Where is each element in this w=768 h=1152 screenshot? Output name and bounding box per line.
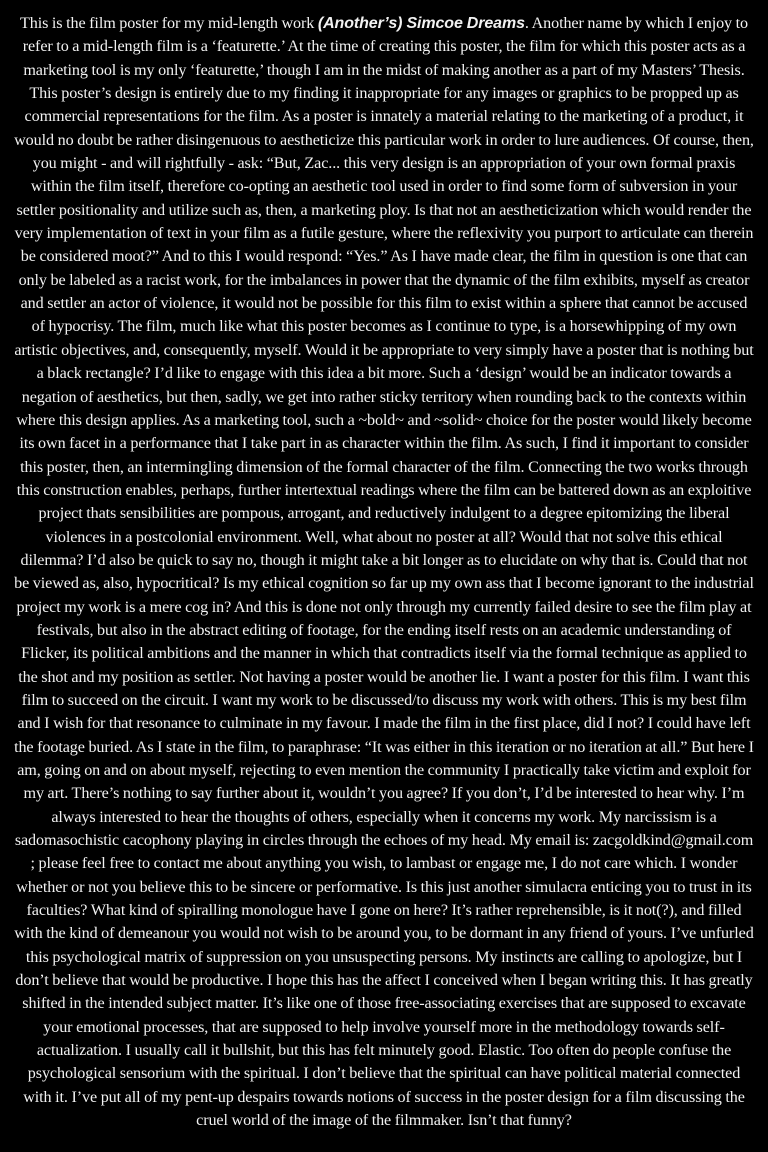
- poster-body-text: [14, 12, 754, 1133]
- poster-intro: This is the film poster for my mid-length work: [19, 15, 318, 32]
- film-title: (Another’s) Simcoe Dreams: [317, 15, 525, 32]
- poster-body: . Another name by which I enjoy to refer to a mid-length film is a ‘featurette.’ At the time of creating this poster, the film for which this poster acts as a marketing tool is my only ‘featurette,’ though I am in the midst of making another as a part of my Masters’ Thesis. This poster’s design is entirely due to my finding it inappropriate for any images or graphics to be propped up as commercial representations for the film. As a poster is innately a material relating to the marketing of a product, it would no doubt be rather disingenuous to aestheticize this particular work in order to lure audiences. Of course, then, you might - and will rightfully - ask: “But, Zac... this very design is an appropriation of your own formal praxis within the film itself, therefore co-opting an aesthetic tool used in order to find some form of subversion in your settler positionality and utilize such as, then, a marketing ploy. Is that not an aestheticization which would render the very implementation of text in your film as a futile gesture, where the reflexivity you purport to articulate can therein be considered moot?” And to this I would respond: “Yes.” As I have made clear, the film in question is one that can only be labeled as a racist work, for the imbalances in power that the dynamic of the film exhibits, myself as creator and settler an actor of violence, it would not be possible for this film to exist within a sphere that cannot be accused of hypocrisy. The film, much like what this poster becomes as I continue to type, is a horsewhipping of my own artistic objectives, and, consequently, myself. Would it be appropriate to very simply have a poster that is nothing but a black rectangle? I’d like to engage with this idea a bit more. Such a ‘design’ would be an indicator towards a negation of aesthetics, but then, sadly, we get into rather sticky territory when rounding back to the contexts within where this design applies. As a marketing tool, such a ~bold~ and ~solid~ choice for the poster would likely become its own facet in a performance that I take part in as character within the film. As such, I find it important to consider this poster, then, an intermingling dimension of the formal character of the film. Connecting the two works through this construction enables, perhaps, further intertextual readings where the film can be battered down as an exploitive project thats sensibilities are pompous, arrogant, and reductively indulgent to a degree epitomizing the liberal violences in a postcolonial environment. Well, what about no poster at all? Would that not solve this ethical dilemma? I’d also be quick to say no, though it might take a bit longer as to elucidate on why that is. Could that not be viewed as, also, hypocritical? Is my ethical cognition so far up my own ass that I become ignorant to the industrial project my work is a mere cog in? And this is done not only through my currently failed desire to see the film play at festivals, but also in the abstract editing of footage, for the ending itself rests on an academic understanding of Flicker, its political ambitions and the manner in which that contradicts itself via the formal technique as applied to the shot and my position as settler. Not having a poster would be another lie. I want a poster for this film. I want this film to succeed on the circuit. I want my work to be discussed/to discuss my work with others. This is my best film and I wish for that resonance to culminate in my favour. I made the film in the first place, did I not? I could have left the footage buried. As I state in the film, to paraphrase: “It was either in this iteration or no iteration at all.” But here I am, going on and on about myself, rejecting to even mention the community I practically take victim and exploit for my art. There’s nothing to say further about it, wouldn’t you agree? If you don’t, I’d be interested to hear why. I’m always interested to hear the thoughts of others, especially when it concerns my work. My narcissism is a sadomasochistic cacophony playing in circles through the echoes of my head. My email is: zacgoldkind@gmail.com ; please feel free to contact me about anything you wish, to lambast or engage me, I do not care which. I wonder whether or not you believe this to be sincere or performative. Is this just another simulacra enticing you to trust in its faculties? What kind of spiralling monologue have I gone on here? It’s rather reprehensible, is it not(?), and filled with the kind of demeanour you would not wish to be around you, to be dormant in any friend of yours. I’ve unfurled this psychological matrix of suppression on you unsuspecting persons. My instincts are calling to apologize, but I don’t believe that would be productive. I hope this has the affect I conceived when I began writing this. It has greatly shifted in the intended subject matter. It’s like one of those free-associating exercises that are supposed to excavate your emotional processes, that are supposed to help involve yourself more in the methodology towards self-actualization. I usually call it bullshit, but this has felt minutely good. Elastic. Too often do people confuse the psychological sensorium with the spiritual. I don’t believe that the spiritual can have political material connected with it. I’ve put all of my pent-up despairs towards notions of success in the poster design for a film discussing the cruel world of the image of the filmmaker. Isn’t that funny?: [14, 15, 754, 1130]
